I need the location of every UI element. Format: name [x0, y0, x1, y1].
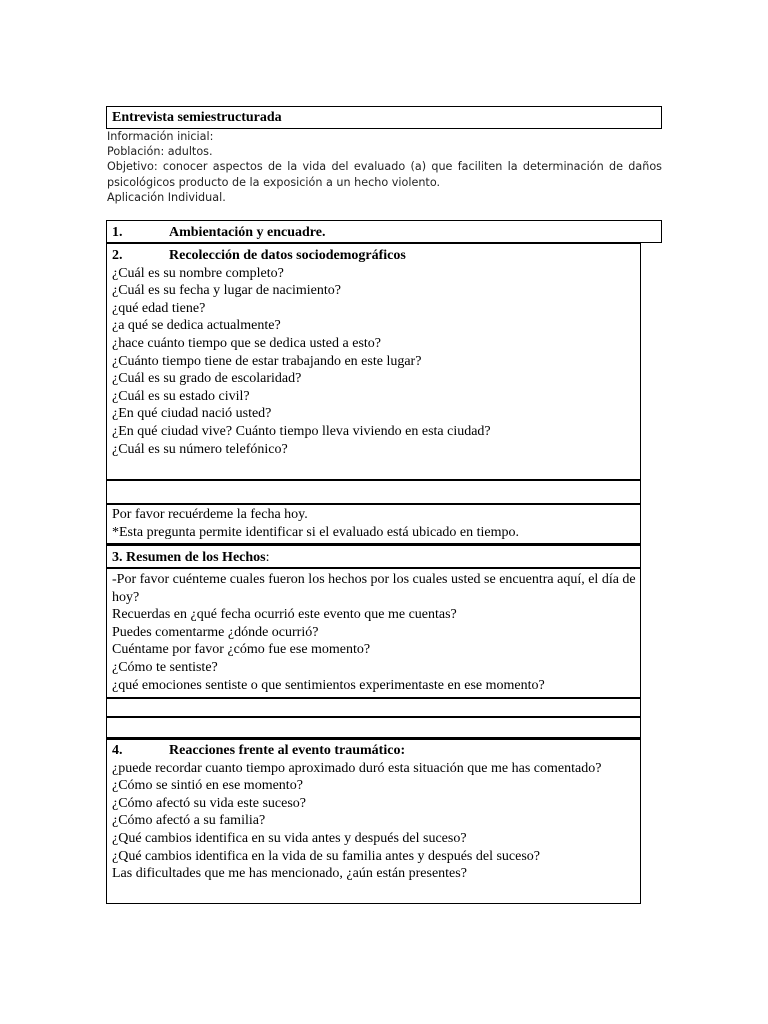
question: ¿qué edad tiene?: [112, 300, 206, 316]
date-prompt: Por favor recuérdeme la fecha hoy.: [112, 507, 308, 522]
section-1-number: 1.: [112, 225, 123, 240]
section-4-title: Reacciones frente al evento traumático:: [169, 743, 406, 758]
date-check-row: [106, 504, 641, 544]
question: ¿qué emociones sentiste o que sentimientos experimentaste en ese momento?: [112, 677, 545, 693]
question: ¿Cuál es su nombre completo?: [112, 265, 284, 281]
question: Las dificultades que me has mencionado, ¿aún están presentes?: [112, 866, 467, 882]
question: ¿a qué se dedica actualmente?: [112, 318, 281, 334]
section-1: [106, 220, 662, 243]
section-2-title: Recolección de datos sociodemográficos: [169, 248, 406, 263]
section-3-colon: :: [265, 550, 270, 565]
section-3-header: [106, 544, 641, 568]
question: ¿Cómo te sentiste?: [112, 659, 218, 675]
question: ¿En qué ciudad vive? Cuánto tiempo lleva viviendo en esta ciudad?: [112, 423, 491, 439]
question: ¿puede recordar cuanto tiempo aproximado duró esta situación que me has comentado?: [112, 760, 602, 776]
section-4: [106, 738, 641, 904]
question: Recuerdas en ¿qué fecha ocurrió este evento que me cuentas?: [112, 607, 457, 623]
question: -Por favor cuénteme cuales fueron los hechos por los cuales usted se encuentra aquí, el día de hoy?: [112, 572, 636, 605]
info-block: [107, 129, 662, 205]
question: Puedes comentarme ¿dónde ocurrió?: [112, 624, 319, 640]
question: ¿Cuál es su fecha y lugar de nacimiento?: [112, 283, 341, 299]
question: ¿Cuál es su número telefónico?: [112, 441, 288, 457]
section-2-heading: [112, 247, 640, 265]
info-aplicacion: Aplicación Individual.: [107, 190, 226, 204]
section-1-title: Ambientación y encuadre.: [169, 225, 326, 240]
empty-row: [106, 480, 641, 504]
question: ¿Qué cambios identifica en la vida de su familia antes y después del suceso?: [112, 848, 541, 864]
question: ¿Cómo afectó a su familia?: [112, 813, 266, 829]
section-2-number: 2.: [112, 248, 123, 263]
info-poblacion: Población: adultos.: [107, 145, 213, 159]
empty-row: [106, 717, 641, 738]
date-note: *Esta pregunta permite identificar si el evaluado está ubicado en tiempo.: [112, 524, 520, 540]
question: ¿Cuál es su grado de escolaridad?: [112, 371, 302, 387]
section-4-heading: [112, 742, 640, 760]
section-4-number: 4.: [112, 743, 123, 758]
section-3: [106, 568, 641, 698]
question: ¿hace cuánto tiempo que se dedica usted a esto?: [112, 335, 381, 351]
question: ¿Qué cambios identifica en su vida antes y después del suceso?: [112, 830, 467, 846]
empty-row: [106, 698, 641, 717]
info-objetivo: Objetivo: conocer aspectos de la vida del evaluado (a) que faciliten la determinación de daños psicológicos producto de la exposición a un hecho violento.: [107, 160, 662, 189]
question: ¿Cómo se sintió en ese momento?: [112, 778, 303, 794]
question: Cuéntame por favor ¿cómo fue ese momento?: [112, 642, 371, 658]
document-title: Entrevista semiestructurada: [106, 106, 662, 129]
section-3-title: 3. Resumen de los Hechos: [112, 550, 266, 565]
question: ¿Cómo afectó su vida este suceso?: [112, 795, 306, 811]
section-2: [106, 243, 641, 480]
question: ¿Cuál es su estado civil?: [112, 388, 250, 404]
question: ¿Cuánto tiempo tiene de estar trabajando en este lugar?: [112, 353, 422, 369]
question: ¿En qué ciudad nació usted?: [112, 406, 272, 422]
info-inicial: Información inicial:: [107, 130, 214, 143]
section-1-heading: [112, 224, 661, 242]
